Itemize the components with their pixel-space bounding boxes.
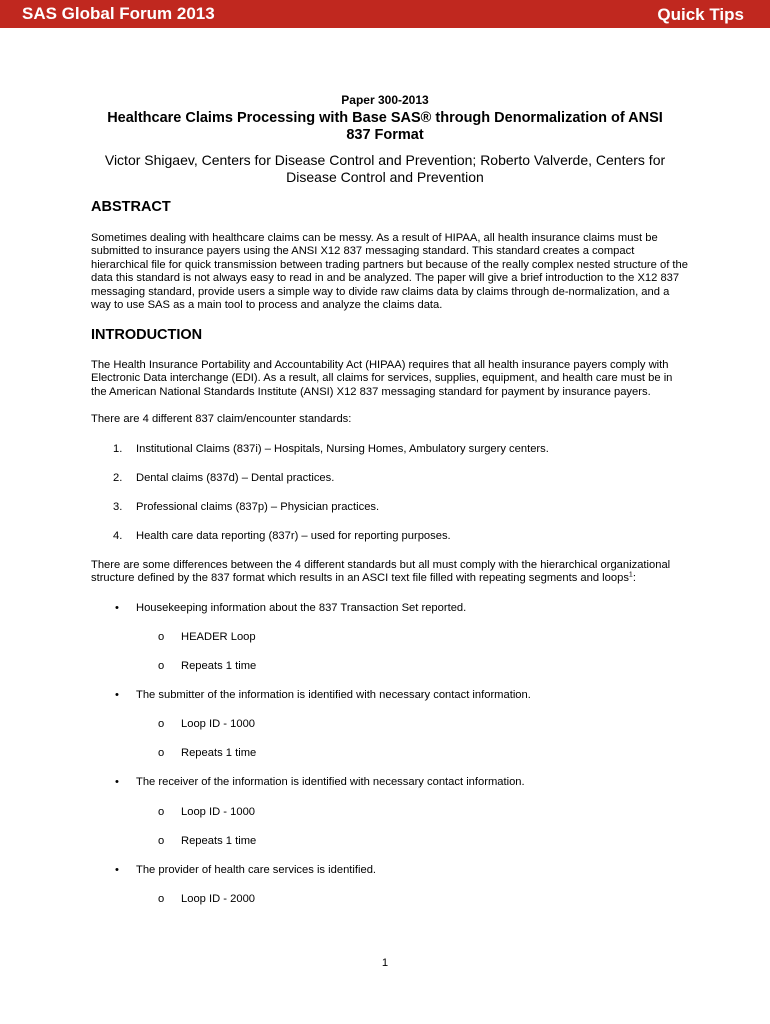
sub-bullet-text: HEADER Loop xyxy=(181,631,256,643)
paragraph-end: : xyxy=(632,572,636,585)
sub-bullet-text: Loop ID - 1000 xyxy=(181,718,256,730)
list-item-text: Dental claims (837d) – Dental practices. xyxy=(136,472,335,484)
sub-bullet-text: Repeats 1 time xyxy=(181,747,257,759)
bullet-icon: • xyxy=(115,864,119,876)
sub-bullet-icon: o xyxy=(158,718,165,730)
list-item-text: Professional claims (837p) – Physician practices. xyxy=(136,501,380,513)
sub-bullet-text: Repeats 1 time xyxy=(181,660,257,672)
bullet-item-text: The submitter of the information is identified with necessary contact information. xyxy=(136,689,531,701)
bullet-item-text: Housekeeping information about the 837 Transaction Set reported. xyxy=(136,602,467,614)
sub-bullet-text: Loop ID - 1000 xyxy=(181,806,256,818)
bullet-item-text: The receiver of the information is identified with necessary contact information. xyxy=(136,776,525,788)
footnote-marker: 1 xyxy=(628,571,633,579)
paper-title: Healthcare Claims Processing with Base SAS® through Denormalization of ANSI 837 Format xyxy=(107,110,663,143)
abstract-heading: ABSTRACT xyxy=(91,199,171,215)
list-item xyxy=(113,443,122,456)
introduction-paragraph-1: The Health Insurance Portability and Accountability Act (HIPAA) requires that all health insurance payers comply with Electronic Data interchange (EDI). As a result, all claims for services, supplies, equipment, and health care must be in the American National Standards Institute (ANSI) X12 837 messaging standard for payment by insurance payers. xyxy=(91,359,673,398)
list-item-text: Health care data reporting (837r) – used for reporting purposes. xyxy=(136,530,451,542)
introduction-paragraph-3 xyxy=(91,559,691,586)
sub-bullet-icon: o xyxy=(158,747,165,759)
list-item xyxy=(113,530,122,543)
sub-bullet-icon: o xyxy=(158,660,165,672)
list-item xyxy=(113,501,122,514)
sub-bullet-icon: o xyxy=(158,893,165,905)
list-number: 2. xyxy=(113,472,123,484)
authors: Victor Shigaev, Centers for Disease Control and Prevention; Roberto Valverde, Centers for Disease Control and Prevention xyxy=(104,152,666,185)
list-item-text: Institutional Claims (837i) – Hospitals, Nursing Homes, Ambulatory surgery centers. xyxy=(136,443,549,455)
sub-bullet-text: Loop ID - 2000 xyxy=(181,893,256,905)
page-number: 1 xyxy=(381,957,389,969)
list-number: 4. xyxy=(113,530,123,542)
header-banner xyxy=(0,0,770,28)
sub-bullet-icon: o xyxy=(158,835,165,847)
paper-number: Paper 300-2013 xyxy=(341,93,429,107)
abstract-text: Sometimes dealing with healthcare claims can be messy. As a result of HIPAA, all health insurance claims must be submitted to insurance payers using the ANSI X12 837 messaging standard. This standard creates a compact hierarchical file for quick transmission between trading partners but because of the really complex nested structure of the data this standard is not always easy to read in and be analyzed. The paper will give a brief introduction to the X12 837 messaging standard, provide users a simple way to divide raw claims data by claims through de-normalization, and a way to use SAS as a main tool to process and analyze the claims data. xyxy=(91,232,688,312)
section-label: Quick Tips xyxy=(657,5,744,24)
list-number: 3. xyxy=(113,501,123,513)
introduction-heading: INTRODUCTION xyxy=(91,327,203,343)
bullet-item-text: The provider of health care services is identified. xyxy=(136,864,377,876)
bullet-icon: • xyxy=(115,776,119,788)
sub-bullet-icon: o xyxy=(158,631,165,643)
list-number: 1. xyxy=(113,443,123,455)
bullet-icon: • xyxy=(115,689,119,701)
list-item xyxy=(113,472,122,485)
sub-bullet-icon: o xyxy=(158,806,165,818)
sub-bullet-text: Repeats 1 time xyxy=(181,835,257,847)
paragraph-text: There are some differences between the 4 different standards but all must comply with the hierarchical organizational structure defined by the 837 format which results in an ASCI text file filled with repeating segments and loops xyxy=(91,559,671,585)
introduction-paragraph-2: There are 4 different 837 claim/encounter standards: xyxy=(91,413,352,425)
conference-title: SAS Global Forum 2013 xyxy=(22,4,215,23)
bullet-icon: • xyxy=(115,602,119,614)
